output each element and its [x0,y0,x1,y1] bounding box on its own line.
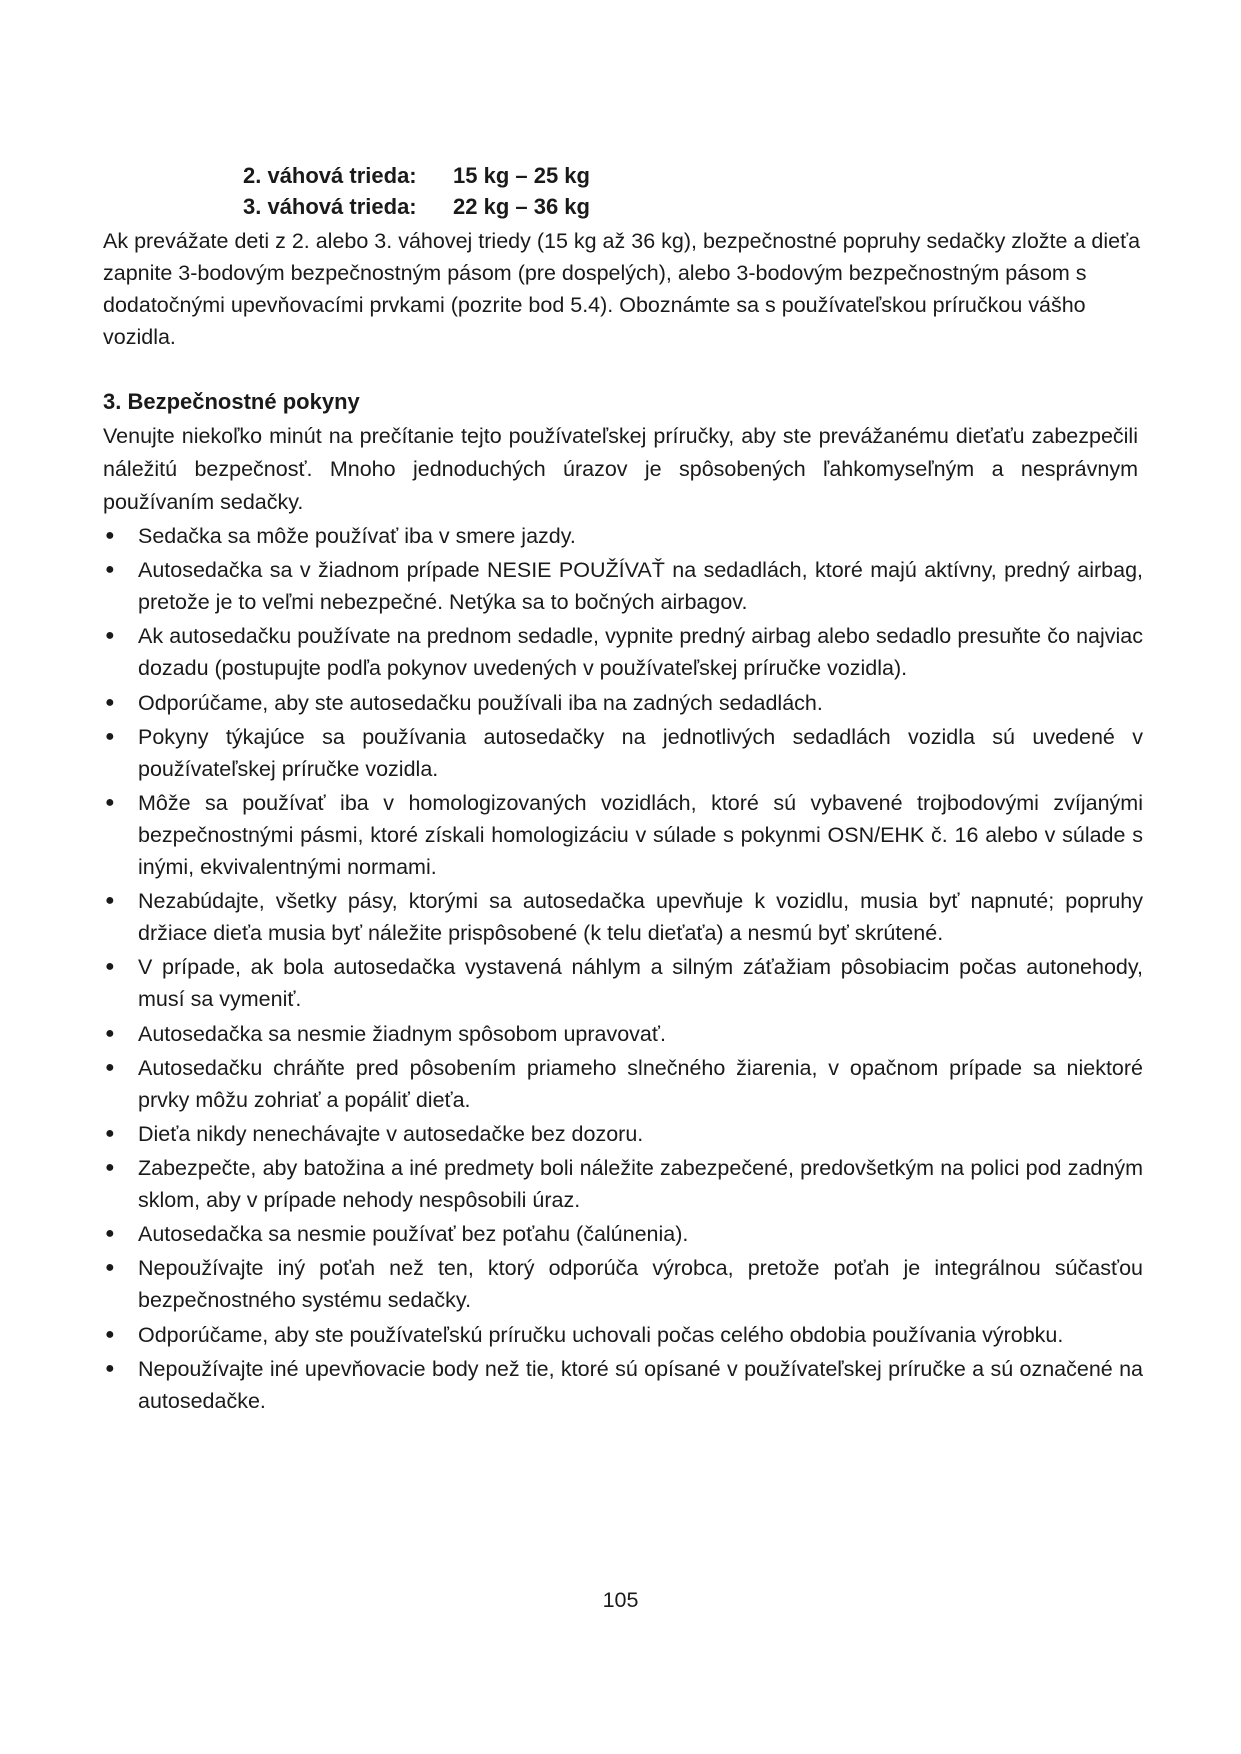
list-item-text: Pokyny týkajúce sa používania autosedačky na jednotlivých sedadlách vozidla sú uvedené v používateľskej príručke vozidla. [138,724,1143,781]
list-item [103,1319,1143,1351]
bullet-icon: ● [105,1159,115,1177]
list-item-text: Autosedačka sa v žiadnom prípade NESIE POUŽÍVAŤ na sedadlách, ktoré majú aktívny, predný airbag, pretože je to veľmi nebezpečné. Netýka sa to bočných airbagov. [138,558,1143,615]
bullet-icon: ● [105,527,115,544]
section-heading: 3. Bezpečnostné pokyny [103,389,360,414]
list-item [103,620,1143,684]
bullet-icon: ● [105,1325,115,1343]
bullet-icon: ● [105,1024,115,1042]
list-item-text: Zabezpečte, aby batožina a iné predmety boli náležite zabezpečené, predovšetkým na polici pod zadným sklom, aby v prípade nehody nespôsobili úraz. [138,1156,1143,1213]
bullet-icon: ● [105,1058,115,1076]
bullet-icon: ● [105,693,115,711]
list-item [103,520,1143,552]
weight-classes [243,160,590,222]
list-item-text: Ak autosedačku používate na prednom sedadle, vypnite predný airbag alebo sedadlo presuňte čo najviac dozadu (postupujte podľa pokynov uvedených v používateľskej príručke vozidla). [138,624,1143,681]
list-item-text: Nepoužívajte iné upevňovacie body než tie, ktoré sú opísané v používateľskej príručke a sú označené na autosedačke. [138,1356,1143,1413]
list-item [103,721,1143,785]
bullet-icon: ● [105,793,115,811]
page-number: 105 [602,1588,639,1612]
list-item [103,885,1143,949]
intro-section [103,225,1143,353]
list-item [103,1152,1143,1216]
list-item [103,1252,1143,1316]
weight-class-label: 2. váhová trieda: [243,163,417,188]
list-item-text: Nepoužívajte iný poťah než ten, ktorý odporúča výrobca, pretože poťah je integrálnou súčasťou bezpečnostného systému sedačky. [138,1256,1143,1313]
list-item-text: Môže sa používať iba v homologizovaných vozidlách, ktoré sú vybavené trojbodovými zvíjanými bezpečnostnými pásmi, ktoré získali homologizáciu v súlade s pokynmi OSN/EHK č. 16 alebo v súlade s inými, ekvivalentnými normami. [138,790,1143,879]
list-item-text: Dieťa nikdy nenechávajte v autosedačke bez dozoru. [138,1121,644,1146]
list-item [103,787,1143,883]
bullet-icon: ● [105,727,115,745]
weight-class-value: 15 kg – 25 kg [453,163,590,188]
list-item [103,1018,1143,1050]
list-item [103,1353,1143,1417]
list-item [103,1218,1143,1250]
list-item [103,687,1143,719]
list-item [103,1118,1143,1150]
bullet-icon: ● [105,1359,115,1377]
list-item [103,951,1143,1015]
list-item-text: Autosedačka sa nesmie používať bez poťahu (čalúnenia). [138,1222,689,1247]
list-item [103,554,1143,618]
list-item-text: Autosedačku chráňte pred pôsobením priameho slnečného žiarenia, v opačnom prípade sa niektoré prvky môžu zohriať a popáliť dieťa. [138,1055,1143,1112]
list-item-text: Odporúčame, aby ste autosedačku používali iba na zadných sedadlách. [138,690,823,715]
bullet-icon: ● [105,627,115,645]
weight-class-value: 22 kg – 36 kg [453,194,590,219]
safety-instructions-list [103,520,1143,1419]
bullet-icon: ● [105,1259,115,1277]
bullet-icon: ● [105,1124,115,1142]
list-item-text: Sedačka sa môže používať iba v smere jazdy. [138,524,576,548]
bullet-icon: ● [105,561,115,579]
intro-paragraph: Ak prevážate deti z 2. alebo 3. váhovej triedy (15 kg až 36 kg), bezpečnostné popruhy sedačky zložte a dieťa zapnite 3-bodovým bezpečnostným pásom (pre dospelých), alebo 3-bodovým bezpečnostným pásom s dodatočnými upevňovacími prvkami (pozrite bod 5.4). Oboznámte sa s používateľskou príručkou vášho vozidla. [103,229,1141,349]
list-item-text: Odporúčame, aby ste používateľskú príručku uchovali počas celého obdobia používania výrobku. [138,1322,1064,1347]
list-item-text: V prípade, ak bola autosedačka vystavená náhlym a silným záťažiam pôsobiacim počas autonehody, musí sa vymeniť. [138,955,1143,1012]
list-item [103,1052,1143,1116]
bullet-icon: ● [105,1225,115,1243]
weight-class-row [243,160,590,191]
section-intro: Venujte niekoľko minút na prečítanie tejto používateľskej príručky, aby ste prevážanému dieťaťu zabezpečili náležitú bezpečnosť. Mnoho jednoduchých úrazov je spôsobených ľahkomyseľným a nesprávnym používaním sedačky. [103,424,1138,514]
bullet-icon: ● [105,958,115,976]
list-item-text: Autosedačka sa nesmie žiadnym spôsobom upravovať. [138,1021,666,1046]
list-item-text: Nezabúdajte, všetky pásy, ktorými sa autosedačka upevňuje k vozidlu, musia byť napnuté; popruhy držiace dieťa musia byť náležite prispôsobené (k telu dieťaťa) a nesmú byť skrútené. [138,889,1143,946]
weight-class-label: 3. váhová trieda: [243,194,417,219]
weight-class-row [243,191,590,222]
bullet-icon: ● [105,892,115,910]
